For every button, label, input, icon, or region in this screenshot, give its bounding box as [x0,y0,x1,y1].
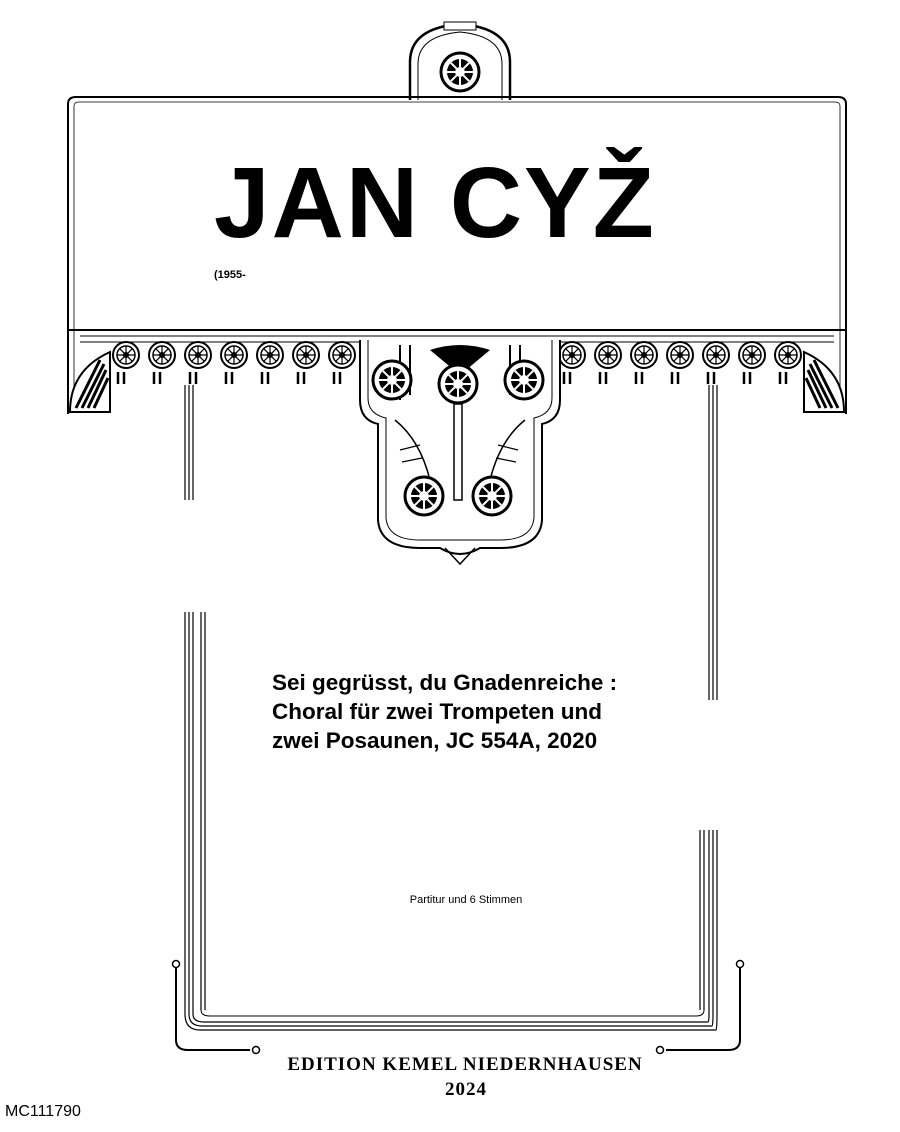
work-title-line: Sei gegrüsst, du Gnadenreiche : [272,670,618,695]
bottom-frame [173,961,744,1054]
instrumentation-note: Partitur und 6 Stimmen [409,894,523,906]
composer-dates: (1955- [214,269,246,281]
work-title-line: zwei Posaunen, JC 554A, 2020 [272,728,598,753]
central-pendant [360,340,560,564]
publication-year: 2024 [445,1079,487,1100]
work-title-line: Choral für zwei Trompeten und [272,699,603,724]
publisher-name: EDITION KEMEL NIEDERNHAUSEN [287,1054,643,1075]
catalog-number: MC111790 [5,1103,81,1120]
work-title [272,668,692,755]
top-finial [410,22,510,100]
composer-name: JAN CYŽ [214,147,656,259]
